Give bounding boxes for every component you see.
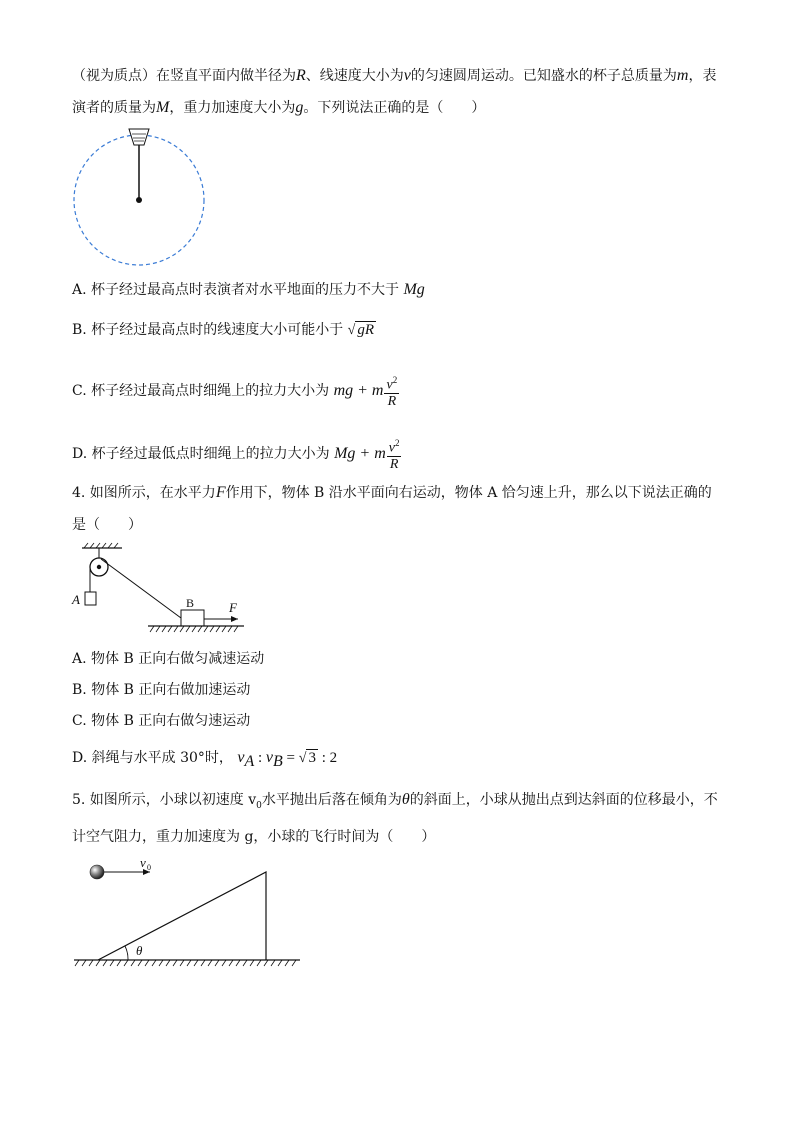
block-A [85, 592, 96, 605]
q5-stem-line2: 计空气阻力，重力加速度为 g，小球的飞行时间为（ ） [72, 829, 436, 845]
q4-stem-line2: 是（ ） [72, 517, 142, 533]
q4-option-c: C. 物体 B 正向右做匀速运动 [72, 713, 251, 729]
q3-option-a: A. 杯子经过最高点时表演者对水平地面的压力不大于 Mg [72, 281, 425, 298]
q5-stem-line1: 5. 如图所示，小球以初速度 $v_0$水平抛出后落在倾角为θ的斜面上，小球从抛出点到达斜面的位移最小，不 [72, 791, 718, 811]
fraction-v2-over-R: $\frac{v^2}{R}$ [386, 375, 398, 409]
expr-Mg-plus-m: Mg + m [334, 444, 386, 462]
block-B [181, 610, 204, 626]
ball-icon [90, 865, 104, 879]
q4-stem-line1: 4. 如图所示，在水平力F作用下，物体 B 沿水平面向右运动，物体 A 恰匀速上升，那么以下说法正确的 [72, 484, 712, 501]
label-theta: θ [136, 943, 143, 958]
center-dot [136, 197, 142, 203]
ceiling-hatch [82, 543, 122, 548]
q3-option-c: C. 杯子经过最高点时细绳上的拉力大小为 mg + m $\frac{v^2}{R}$ [72, 375, 398, 409]
label-v: v [140, 855, 146, 870]
q3-option-d: D. 杯子经过最低点时细绳上的拉力大小为 Mg + m $\frac{v^2}{R}$ [72, 438, 400, 472]
q4-option-b: B. 物体 B 正向右做加速运动 [72, 682, 251, 698]
symbol-R: R [296, 67, 306, 84]
angle-arc [125, 946, 128, 960]
label-A: A [72, 592, 80, 607]
q5-incline-figure [70, 852, 305, 972]
sqrt-gR: √ gR [347, 322, 374, 338]
symbol-theta: θ [401, 791, 410, 808]
rope-slanted [101, 559, 181, 618]
q3-stem-line1: （视为质点）在竖直平面内做半径为R、线速度大小为v的匀速圆周运动。已知盛水的杯子总质量为m，表 [72, 67, 717, 84]
sqrt-3: √ 3 [298, 750, 316, 766]
symbol-g: g [295, 99, 304, 116]
symbol-F: F [215, 484, 226, 501]
symbol-m: m [676, 67, 689, 84]
q4-option-d: D. 斜绳与水平成 30°时， $v_A$ : $v_B$ = √ 3 : 2 [72, 749, 338, 770]
label-F: F [229, 600, 237, 615]
ground-hatch [148, 626, 244, 632]
cup-icon [129, 129, 149, 145]
symbol-M: M [156, 99, 170, 116]
expr-mg-plus-m: mg + m [333, 381, 384, 399]
expr-Mg: Mg [403, 281, 425, 298]
q4-option-a: A. 物体 B 正向右做匀减速运动 [72, 651, 265, 667]
incline-triangle [98, 872, 266, 960]
q3-option-b: B. 杯子经过最高点时的线速度大小可能小于 √ gR [72, 320, 376, 341]
q3-stem-line2: 演者的质量为M，重力加速度大小为g。下列说法正确的是（ ） [72, 99, 486, 116]
q4-pulley-figure [68, 542, 248, 634]
label-v-sub: 0 [147, 863, 151, 872]
symbol-v: v [403, 67, 411, 84]
ground-hatch-q5 [74, 960, 300, 966]
fraction-v2-over-R-d: $\frac{v^2}{R}$ [388, 438, 400, 472]
q3-circle-figure [68, 122, 213, 270]
label-B: B [186, 596, 195, 610]
